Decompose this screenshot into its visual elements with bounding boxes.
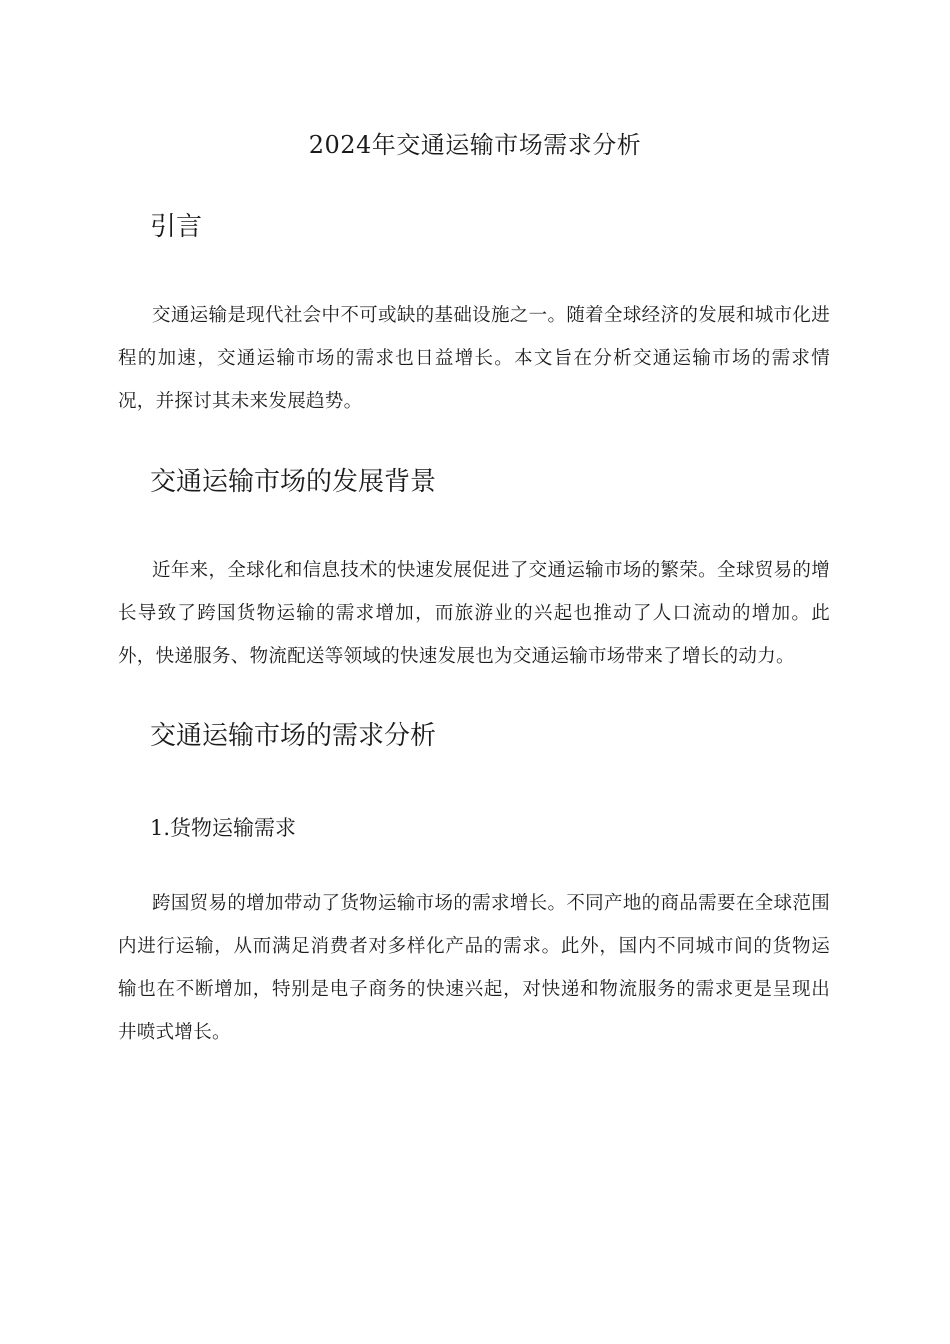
section-heading-demand-analysis: 交通运输市场的需求分析 — [150, 721, 437, 751]
subsection-heading-freight-demand: 1.货物运输需求 — [150, 816, 297, 840]
paragraph-background: 近年来，全球化和信息技术的快速发展促进了交通运输市场的繁荣。全球贸易的增长导致了跨国货物运输的需求增加，而旅游业的兴起也推动了人口流动的增加。此外，快递服务、物流配送等领域的快速发展也为交通运输市场带来了增长的动力。 — [118, 560, 830, 667]
section-heading-background: 交通运输市场的发展背景 — [150, 467, 437, 497]
paragraph-intro: 交通运输是现代社会中不可或缺的基础设施之一。随着全球经济的发展和城市化进程的加速，交通运输市场的需求也日益增长。本文旨在分析交通运输市场的需求情况，并探讨其未来发展趋势。 — [118, 305, 830, 412]
section-heading-intro: 引言 — [150, 212, 203, 242]
document-title: 2024年交通运输市场需求分析 — [308, 131, 642, 159]
paragraph-freight-demand: 跨国贸易的增加带动了货物运输市场的需求增长。不同产地的商品需要在全球范围内进行运输，从而满足消费者对多样化产品的需求。此外，国内不同城市间的货物运输也在不断增加，特别是电子商务的快速兴起，对快递和物流服务的需求更是呈现出井喷式增长。 — [118, 893, 830, 1043]
